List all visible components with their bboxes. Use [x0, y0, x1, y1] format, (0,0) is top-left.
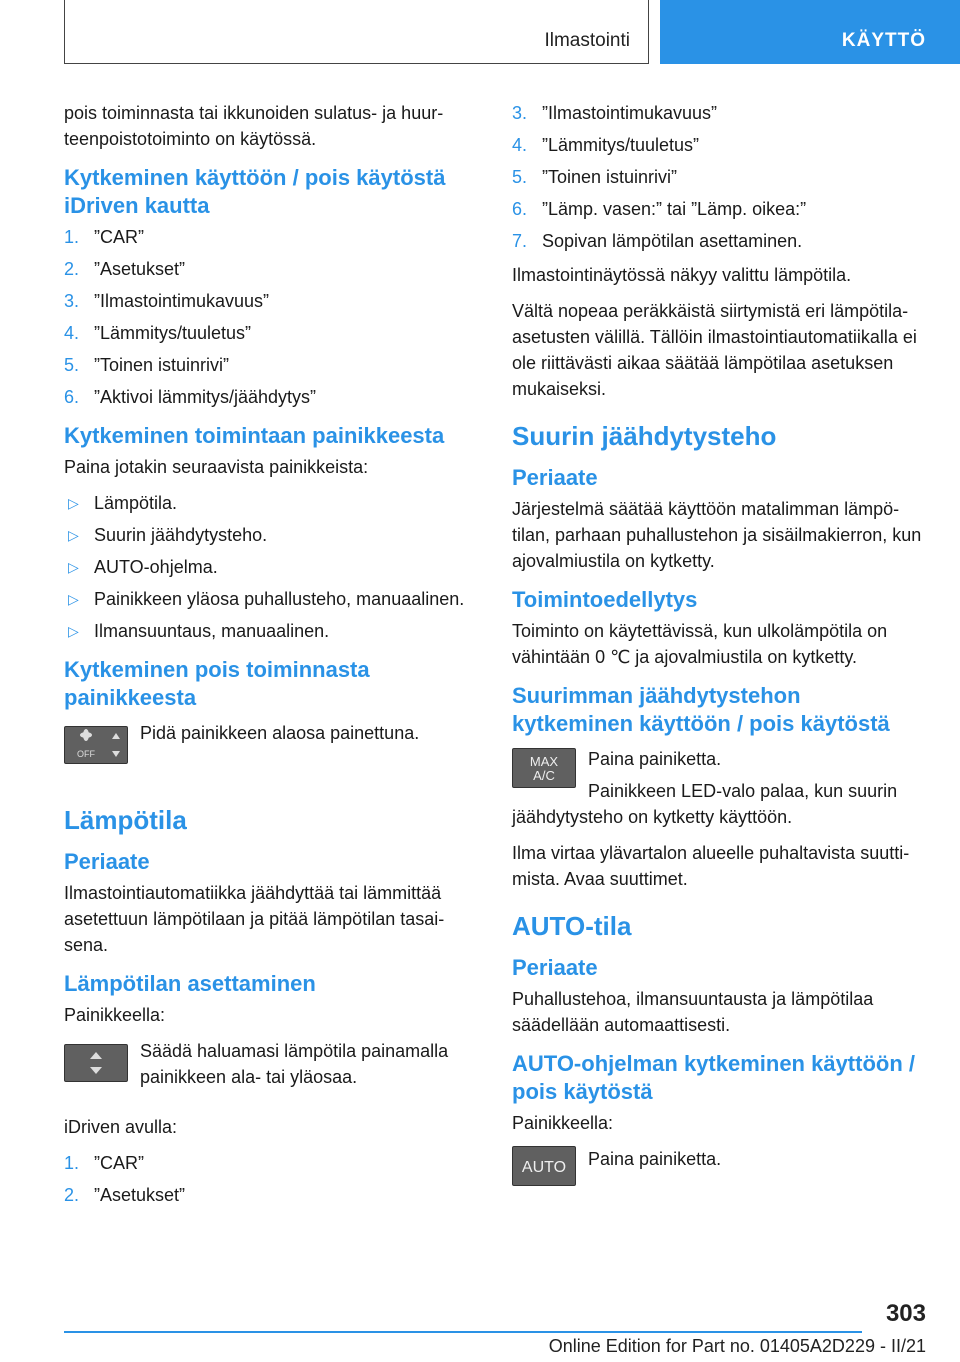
idrive-step-text: ”Lämmitys/tuuletus” [94, 323, 252, 343]
bullet-triangle-icon: ▷ [68, 559, 79, 575]
idrive-step-text: ”Ilmastointimukavuus” [94, 291, 270, 311]
auto-intro: Painikkeella: [512, 1113, 614, 1133]
chapter-tab [660, 0, 960, 64]
step-number: 2. [64, 1185, 80, 1205]
idrive-intro: iDriven avulla: [64, 1117, 178, 1137]
button-option-text: AUTO-ohjelma. [94, 557, 218, 577]
temp-principle-text: Ilmastointiautomatiikka jäähdyttää tai lämmittää asetettuun lämpötilaan ja pitää lämpötilan tasai-sena. [64, 883, 445, 955]
temp-button-row [64, 1038, 478, 1104]
button-option-item [64, 490, 478, 516]
heading-off: Kytkeminen pois toiminnasta painikkeesta [64, 657, 370, 710]
idrive-step-text: ”Asetukset” [94, 259, 186, 279]
auto-icon [513, 1147, 575, 1185]
set-step-text: ”CAR” [94, 1153, 144, 1173]
idrive-step-text: ”Toinen istuinrivi” [94, 355, 230, 375]
buttons-intro: Paina jotakin seuraavista painikkeista: [64, 457, 369, 477]
set-step-item [64, 1150, 478, 1176]
ac-label: A/C [533, 768, 555, 783]
fan-off-button-image [64, 726, 128, 764]
press-button-text: Paina painiketta. [588, 749, 722, 769]
heading-idrive: Kytkeminen käyttöön / pois käytöstä iDriven kautta [64, 165, 446, 218]
step-number: 6. [512, 199, 528, 219]
heading-temp-set: Lämpötilan asettaminen [64, 971, 316, 996]
continued-step-text: ”Lämp. vasen:” tai ”Lämp. oikea:” [542, 199, 807, 219]
button-option-item [64, 554, 478, 580]
idrive-step-list [64, 224, 478, 410]
continued-step-list [512, 100, 926, 254]
idrive-step-item [64, 352, 478, 378]
auto-principle-text: Puhallustehoa, ilmansuuntausta ja lämpötilaa säädellään automaattisesti. [512, 989, 874, 1035]
fan-icon [65, 727, 127, 763]
page-number: 303 [885, 1300, 926, 1327]
off-text: Pidä painikkeen alaosa painettuna. [140, 723, 420, 743]
air-note: Ilma virtaa ylävartalon alueelle puhaltavista suutti-mista. Avaa suuttimet. [512, 843, 910, 889]
idrive-step-item [64, 288, 478, 314]
step-number: 6. [64, 387, 80, 407]
step-number: 3. [512, 103, 528, 123]
auto-button-row [512, 1146, 926, 1212]
continued-step-item [512, 228, 926, 254]
max-ac-button-image [512, 748, 576, 788]
set-step-item [64, 1182, 478, 1208]
heading-temperature: Lämpötila [64, 805, 187, 835]
off-label: OFF [77, 749, 95, 759]
set-step-list [64, 1150, 478, 1208]
chapter-tab-label: KÄYTTÖ [841, 30, 926, 51]
avoid-note: Vältä nopeaa peräkkäistä siirtymistä eri lämpötila-asetusten välillä. Tällöin ilmastointiautomatiikalla ei ole riittävästi aikaa säätää lämpötilaa asetuksen mukaiseksi. [512, 301, 917, 399]
heading-requirement: Toimintoedellytys [512, 587, 698, 612]
footer-rule [64, 1331, 862, 1333]
heading-auto-principle: Periaate [512, 955, 598, 980]
button-option-item [64, 586, 478, 612]
display-note: Ilmastointinäytössä näkyy valittu lämpötila. [512, 265, 852, 285]
idrive-step-text: ”Aktivoi lämmitys/jäähdytys” [94, 387, 317, 407]
continued-step-text: Sopivan lämpötilan asettaminen. [542, 231, 803, 251]
up-down-arrows-icon [65, 1045, 127, 1081]
continued-step-text: ”Toinen istuinrivi” [542, 167, 678, 187]
bullet-triangle-icon: ▷ [68, 495, 79, 511]
idrive-step-item [64, 224, 478, 250]
button-option-item [64, 618, 478, 644]
idrive-step-text: ”CAR” [94, 227, 144, 247]
continued-step-item [512, 100, 926, 126]
heading-max-cooling: Suurin jäähdytysteho [512, 421, 777, 451]
button-option-text: Lämpötila. [94, 493, 178, 513]
idrive-step-item [64, 320, 478, 346]
bullet-triangle-icon: ▷ [68, 591, 79, 607]
section-title: Ilmastointi [544, 30, 630, 51]
heading-max-toggle: Suurimman jäähdytystehon kytkeminen käyttöön / pois käytöstä [512, 683, 890, 736]
max-label: MAX [529, 754, 559, 769]
continued-step-text: ”Ilmastointimukavuus” [542, 103, 718, 123]
button-option-text: Ilmansuuntaus, manuaalinen. [94, 621, 330, 641]
step-number: 7. [512, 231, 528, 251]
auto-press-text: Paina painiketta. [588, 1149, 722, 1169]
max-ac-icon [513, 749, 575, 787]
continued-step-item [512, 196, 926, 222]
heading-auto: AUTO-tila [512, 911, 632, 941]
max-ac-button-row [512, 746, 926, 830]
requirement-text: Toiminto on käytettävissä, kun ulkolämpötila on vähintään 0 ℃ ja ajovalmiustila on kytketty. [512, 621, 888, 667]
step-number: 4. [64, 323, 80, 343]
continued-step-item [512, 164, 926, 190]
step-number: 4. [512, 135, 528, 155]
step-number: 3. [64, 291, 80, 311]
button-option-item [64, 522, 478, 548]
step-number: 1. [64, 227, 80, 247]
button-option-text: Painikkeen yläosa puhallusteho, manuaalinen. [94, 589, 465, 609]
intro-text: pois toiminnasta tai ikkunoiden sulatus- ja huur-teenpoistotoiminto on käytössä. [64, 103, 444, 149]
right-column [512, 100, 926, 1222]
button-list [64, 490, 478, 644]
set-text: Säädä haluamasi lämpötila painamalla painikkeen ala- tai yläosaa. [140, 1041, 449, 1087]
heading-max-principle: Periaate [512, 465, 598, 490]
set-step-text: ”Asetukset” [94, 1185, 186, 1205]
idrive-step-item [64, 256, 478, 282]
temp-button-image [64, 1044, 128, 1082]
step-number: 2. [64, 259, 80, 279]
idrive-step-item [64, 384, 478, 410]
step-number: 1. [64, 1153, 80, 1173]
led-note: Painikkeen LED-valo palaa, kun suurin jäähdytysteho on kytketty käyttöön. [512, 781, 898, 827]
auto-label: AUTO [521, 1159, 567, 1176]
left-column [64, 100, 478, 1216]
step-number: 5. [64, 355, 80, 375]
set-intro: Painikkeella: [64, 1005, 166, 1025]
continued-step-text: ”Lämmitys/tuuletus” [542, 135, 700, 155]
heading-buttons: Kytkeminen toimintaan painikkeesta [64, 423, 445, 448]
continued-step-item [512, 132, 926, 158]
step-number: 5. [512, 167, 528, 187]
bullet-triangle-icon: ▷ [68, 623, 79, 639]
off-button-row [64, 720, 478, 786]
heading-temp-principle: Periaate [64, 849, 150, 874]
auto-button-image [512, 1146, 576, 1186]
footer-edition: Online Edition for Part no. 01405A2D229 - II/21 [548, 1336, 926, 1356]
heading-auto-toggle: AUTO-ohjelman kytkeminen käyttöön / pois käytöstä [512, 1051, 916, 1104]
max-principle-text: Järjestelmä säätää käyttöön matalimman lämpö-tilan, parhaan puhallustehon ja sisäilmakierron, kun ajovalmiustila on kytketty. [512, 499, 922, 571]
bullet-triangle-icon: ▷ [68, 527, 79, 543]
button-option-text: Suurin jäähdytysteho. [94, 525, 268, 545]
